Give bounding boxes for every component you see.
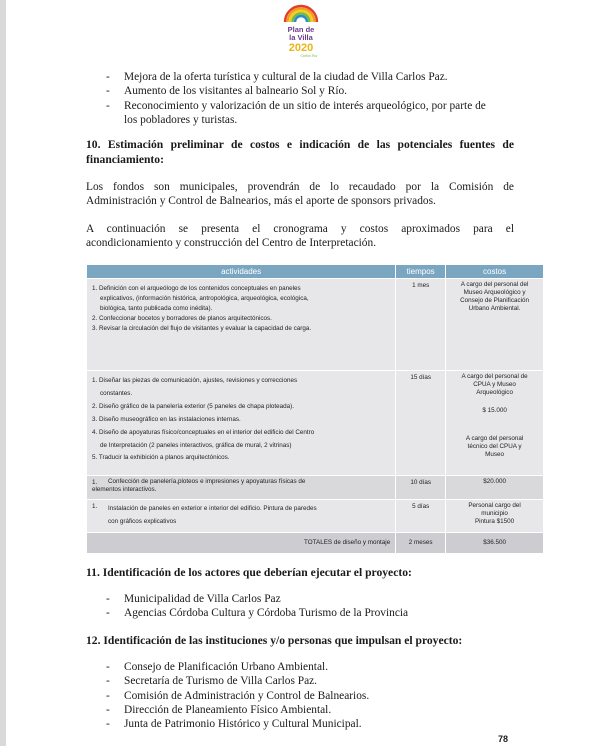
activity-item: 4. Diseño de apoyaturas físico/conceptuales en el interior del edificio del Centro [92,429,315,436]
page-number: 78 [498,734,509,744]
time-cell: 10 días [396,476,446,500]
cost-line: Personal cargo del [468,502,521,509]
activity-item: 2. Diseño gráfico de la panelería exterior (5 paneles de chapa ploteada). [92,403,294,410]
cost-cell [446,371,544,476]
paragraph-line: A continuación se presenta el cronograma y costos aproximados para el [86,223,514,235]
cost-line: Museo [485,451,505,458]
table-row [87,371,544,476]
list-item-continuation [106,113,486,127]
list-item: - Aumento de los visitantes al balneario Sol y Río. [106,84,486,98]
header-activities: actividades [87,265,396,279]
plan-de-la-villa-logo [276,4,326,64]
top-bullet-list [106,70,486,127]
logo-line2: la Villa [289,33,313,42]
cost-line: A cargo del personal del [460,281,529,288]
schedule-intro-paragraph [86,222,514,251]
cost-line: técnico del CPUA y [467,443,522,450]
activity-item: 3. Revisar la circulación del flujo de visitantes y evaluar la capacidad de carga. [92,325,312,332]
list-item: - Municipalidad de Villa Carlos Paz [106,592,408,606]
section-10-heading [86,138,514,167]
activity-item: 3. Diseño museográfico en las instalaciones internas. [92,416,241,423]
activity-item: 1. Diseñar las piezas de comunicación, ajustes, revisiones y correcciones [92,377,298,384]
section-12-list [106,660,369,731]
activity-item: biológica, tanto publicada como inédita). [100,305,213,312]
table-row [87,500,544,533]
list-item: - Mejora de la oferta turística y cultural de la ciudad de Villa Carlos Paz. [106,70,486,84]
totals-cost: $36.500 [446,533,544,554]
list-item: - Comisión de Administración y Control de Balnearios. [106,689,369,703]
paragraph-line: Los fondos son municipales, provendrán de lo recaudado por la Comisión de [86,181,514,193]
time-cell: 15 días [396,371,446,476]
cost-line: Consejo de Planificación [460,297,530,304]
activities-cell [87,279,396,371]
totals-row [87,533,544,554]
activity-text: elementos interactivos. [92,486,157,493]
cost-line: CPUA y Museo [473,381,516,388]
activities-cell [87,476,396,500]
list-item: - Agencias Córdoba Cultura y Córdoba Turismo de la Provincia [106,606,408,620]
activity-item: explicativos, (información histórica, antropológica, arqueológica, ecológica, [100,295,309,302]
list-item: - Consejo de Planificación Urbano Ambiental. [106,660,369,674]
activity-item: 5. Traducir la exhibición a planos arquitectónicos. [92,454,230,461]
cost-line: Pintura $1500 [474,518,515,525]
time-cell: 5 días [396,500,446,533]
section-11-heading: 11. Identificación de los actores que deberían ejecutar el proyecto: [86,566,412,579]
funding-paragraph [86,180,514,209]
activities-cell [87,371,396,476]
totals-time: 2 meses [396,533,446,554]
logo-line1: Plan de [287,25,315,34]
cost-cell [446,500,544,533]
cost-cell [446,279,544,371]
activity-text: Instalación de paneles en exterior e interior del edificio. Pintura de paredes [108,505,317,512]
cost-line: Arqueológico [476,389,513,396]
header-costs: costos [446,265,544,279]
table-header-row [87,265,544,279]
list-item: - Junta de Patrimonio Histórico y Cultural Municipal. [106,717,369,731]
activity-number: 1. [92,503,98,510]
cost-line: municipio [481,510,508,517]
header-times: tiempos [396,265,446,279]
logo-signature: Carlos Paz [300,54,318,58]
cost-amount: $ 15.000 [482,407,507,414]
activity-item: constantes. [100,390,133,397]
time-cell: 1 mes [396,279,446,371]
table-row [87,476,544,500]
activity-text: Confección de panelería,ploteos e impresiones y apoyaturas físicas de [108,478,306,485]
section-12-heading: 12. Identificación de las instituciones y/o personas que impulsan el proyecto: [86,634,463,647]
activities-cell [87,500,396,533]
section-11-list [106,592,408,621]
activity-text: con gráficos explicativos [108,518,177,525]
heading-line: 10. Estimación preliminar de costos e indicación de las potenciales fuentes de [86,138,514,151]
cost-schedule-table [86,264,544,554]
list-item-text: los pobladores y turistas. [124,113,238,126]
cost-line: Urbano Ambiental. [468,305,521,312]
cost-line: A cargo del personal [465,435,524,442]
list-item: - Reconocimiento y valorización de un sitio de interés arqueológico, por parte de [106,99,486,113]
paragraph-line: acondicionamiento y construcción del Centro de Interpretación. [86,237,377,250]
activity-item: de Interpretación (2 paneles interactivos, gráfica de mural, 2 vitrinas) [100,442,292,449]
table-row [87,279,544,371]
cost-line: A cargo del personal de [461,373,528,380]
page-edge-shadow [0,0,6,746]
heading-line: financiamiento: [86,152,164,166]
paragraph-line: Administración y Control de Balnearios, más el aporte de sponsors privados. [86,195,436,208]
list-item: - Secretaría de Turismo de Villa Carlos Paz. [106,674,369,688]
list-item: - Dirección de Planeamiento Físico Ambiental. [106,703,369,717]
activity-item: 2. Confeccionar bocetos y borradores de planos arquitectónicos. [92,315,272,322]
activity-item: 1. Definición con el arqueólogo de los contenidos conceptuales en paneles [92,285,301,292]
logo-year: 2020 [288,42,314,54]
cost-line: Museo Arqueológico y [463,289,526,296]
totals-label: TOTALES de diseño y montaje [87,533,396,554]
activity-number: 1. [92,479,98,486]
cost-cell: $20.000 [446,476,544,500]
